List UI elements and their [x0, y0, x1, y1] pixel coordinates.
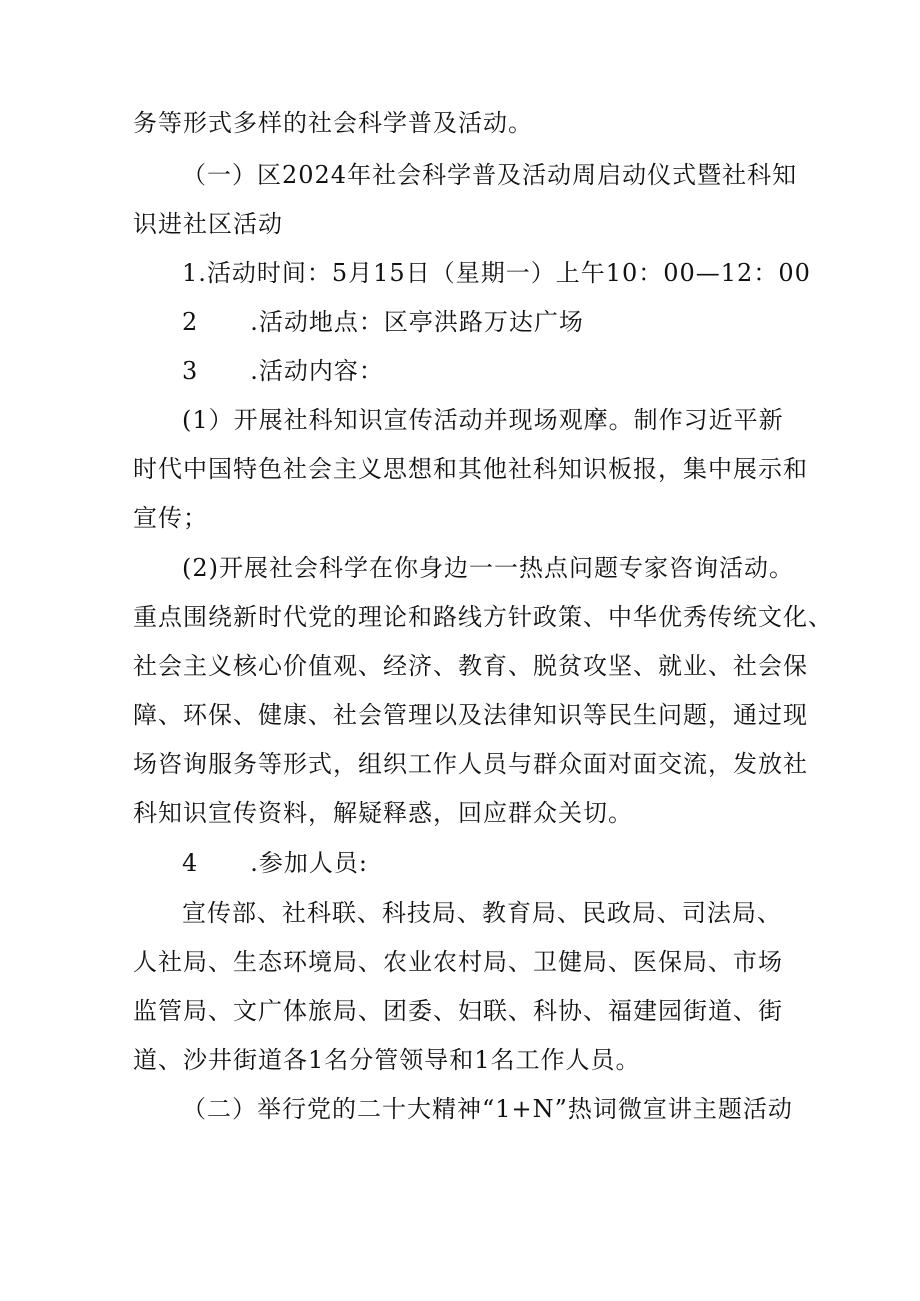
section-heading-line: （一）区2024年社会科学普及活动周启动仪式暨社科知 [182, 161, 798, 189]
paragraph-line: 科知识宣传资料，解疑释惑，回应群众关切。 [133, 799, 633, 827]
paragraph-line: 宣传； [133, 504, 208, 532]
paragraph-line: 障、环保、健康、社会管理以及法律知识等民生问题，通过现 [133, 701, 808, 729]
list-item-time: 1.活动时间：5月15日（星期一）上午10：00—12：00 [182, 259, 811, 287]
paragraph-line: 道、沙井街道各1名分管领导和1名工作人员。 [133, 1046, 641, 1074]
list-number: 3 [182, 357, 199, 385]
paragraph-line: 监管局、文广体旅局、团委、妇联、科协、福建园街道、街 [133, 997, 783, 1025]
paragraph-line: 宣传部、社科联、科技局、教育局、民政局、司法局、 [182, 899, 782, 927]
paragraph-line: 社会主义核心价值观、经济、教育、脱贫攻坚、就业、社会保 [133, 652, 808, 680]
paragraph-line: 时代中国特色社会主义思想和其他社科知识板报，集中展示和 [133, 455, 808, 483]
paragraph-line: 场咨询服务等形式，组织工作人员与群众面对面交流，发放社 [133, 750, 808, 778]
list-item-content [182, 356, 862, 386]
list-number: 4 [182, 849, 199, 877]
list-item-location [182, 307, 862, 337]
list-text: .活动地点：区亭洪路万达广场 [250, 308, 584, 336]
list-item-participants [182, 848, 862, 878]
paragraph-line: (2)开展社会科学在你身边一一热点问题专家咨询活动。 [182, 554, 794, 582]
section-heading-line: （二）举行党的二十大精神“1+N”热词微宣讲主题活动 [182, 1095, 793, 1123]
list-text: .活动内容： [250, 357, 384, 385]
paragraph-line: 务等形式多样的社会科学普及活动。 [133, 109, 533, 137]
paragraph-line: 重点围绕新时代党的理论和路线方针政策、中华优秀传统文化、 [133, 603, 833, 631]
paragraph-line: (1）开展社科知识宣传活动并现场观摩。制作习近平新 [182, 406, 784, 434]
list-text: .参加人员: [250, 849, 368, 877]
section-heading-line: 识进社区活动 [133, 210, 283, 238]
paragraph-line: 人社局、生态环境局、农业农村局、卫健局、医保局、市场 [133, 948, 783, 976]
list-number: 2 [182, 308, 199, 336]
